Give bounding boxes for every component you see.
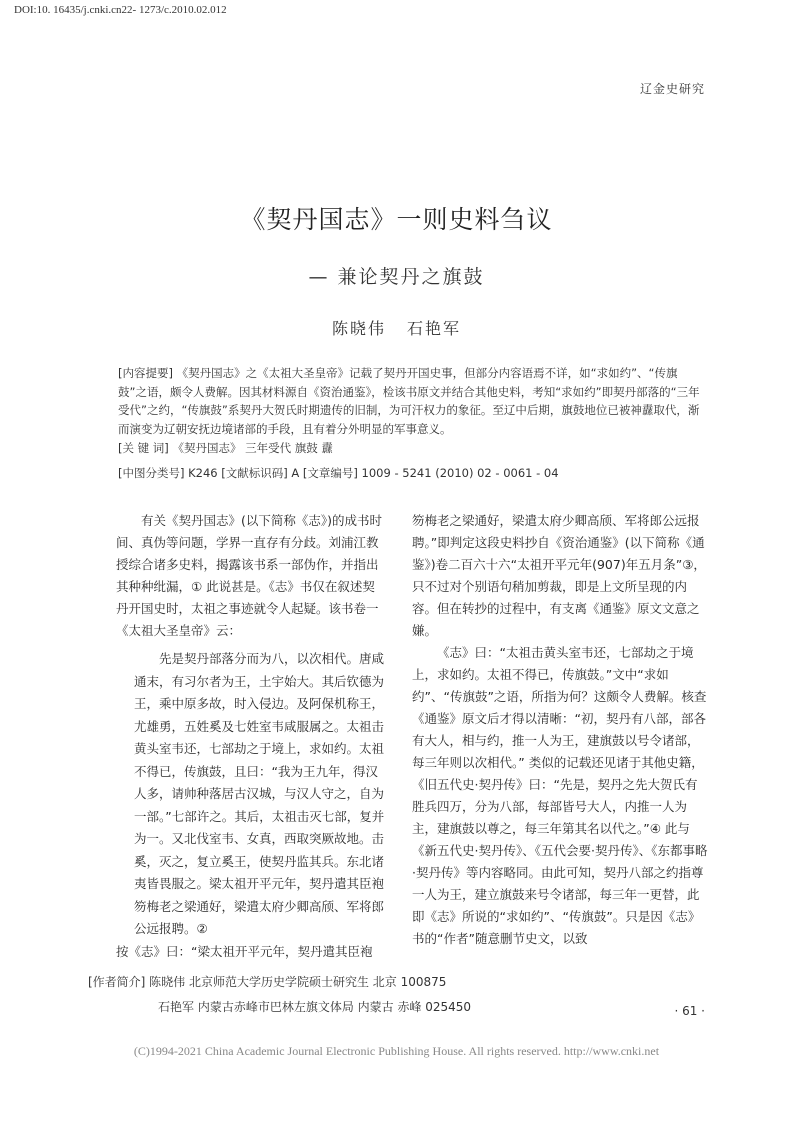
body-paragraph: 有关《契丹国志》(以下简称《志》)的成书时间、真伪等问题，学界一直存有分歧。刘浦江教授综合诸多史料，揭露该书系一部伪作，并指出其种种纰漏，① 此说甚是。《志》书仅在叙述契丹开国史时，太祖之事迹就令人起疑。该书卷一《太祖大圣皇帝》云： [116,513,383,638]
classification-line: [中图分类号] K246 [文献标识码] A [文章编号] 1009 - 5241 (2010) 02 - 0061 - 04 [118,466,559,480]
page-number: · 61 · [674,1004,705,1018]
author-names: 陈晓伟 石艳军 [331,319,462,338]
block-quote: 先是契丹部落分而为八，以次相代。唐咸通末，有习尔者为王，土宇始大。其后钦德为王，乘中原多故，时入侵边。及阿保机称王，尤雄勇，五姓奚及七姓室韦咸服属之。太祖击黄头室韦还，七部劫之于境上，求如约。太祖不得已，传旗鼓，且曰：“我为王九年，得汉人多，请帅种落居古汉城，与汉人守之，自为一部。”七部许之。其后，太祖击灭七部，复并为一。又北伐室韦、女真，西取突厥故地。击奚，灭之，复立奚王，使契丹监其兵。东北诸夷皆畏服之。梁太祖开平元年，契丹遣其臣袍笏梅老之梁通好，梁遣太府少卿高颀、军将郎公远报聘。② [134,651,385,936]
right-column [412,510,708,950]
footnote-line: [作者简介] 陈晓伟 北京师范大学历史学院硕士研究生 北京 100875 [88,975,447,989]
left-column [116,510,386,963]
article-subtitle: — 兼论契丹之旗鼓 [308,266,485,288]
keywords: [关 键 词] 《契丹国志》 三年受代 旗鼓 纛 [118,441,333,455]
footnote-line: 石艳军 内蒙古赤峰市巴林左旗文体局 内蒙古 赤峰 025450 [158,1000,472,1014]
author-footnote [88,970,708,1020]
body-paragraph: 笏梅老之梁通好，梁遣太府少卿高颀、军将郎公远报聘。”即判定这段史料抄自《资治通鉴》(以下简称《通鉴》)卷二百六十六“太祖开平元年(907)年五月条”③，只不过对个别语句稍加剪裁，即是上文所呈现的内容。但在转抄的过程中，有支离《通鉴》原文文意之嫌。 [412,513,706,638]
abstract: [内容提要] 《契丹国志》之《太祖大圣皇帝》记载了契丹开国史事，但部分内容语焉不详，如“求如约”、“传旗鼓”之语，颇令人费解。因其材料源自《资治通鉴》，检该书原文并结合其他史料，考知“求如约”即契丹部落的“三年受代”之约，“传旗鼓”系契丹大贺氏时期遗传的旧制，为可汗权力的象征。至辽中后期，旗鼓地位已被神纛取代，渐而演变为辽朝安抚边境诸部的手段，且有着分外明显的军事意义。 [118,366,700,436]
article-title: 《契丹国志》一则史料刍议 [240,205,553,234]
doi-line: DOI:10. 16435/j.cnki.cn22- 1273/c.2010.02.012 [14,4,227,16]
body-paragraph: 《志》曰：“太祖击黄头室韦还，七部劫之于境上，求如约。太祖不得已，传旗鼓。”文中“求如约”、“传旗鼓”之语，所指为何？这颇令人费解。核查《通鉴》原文后才得以清晰：“初，契丹有八部，部各有大人，相与约，推一人为王，建旗鼓以号令诸部，每三年则以次相代。” 类似的记载还见诸于其他史籍，《旧五代史·契丹传》曰：“先是，契丹之先大贺氏有胜兵四万，分为八部，每部皆号大人，内推一人为主，建旗鼓以尊之，每三年第其名以代之。”④ 此与《新五代史·契丹传》、《五代会要·契丹传》、《东都事略·契丹传》等内容略同。由此可知，契丹八部之约指尊一人为王，建立旗鼓来号令诸部，每三年一更替，此即《志》所说的“求如约”、“传旗鼓”。只是因《志》书的“作者”随意删节史文，以致 [412,645,708,946]
running-header: 辽金史研究 [639,82,705,96]
copyright-footer: (C)1994-2021 China Academic Journal Electronic Publishing House. All rights reserved. http://www.cnki.net [133,1044,660,1058]
body-paragraph: 按《志》曰：“梁太祖开平元年，契丹遣其臣袍 [116,943,373,959]
